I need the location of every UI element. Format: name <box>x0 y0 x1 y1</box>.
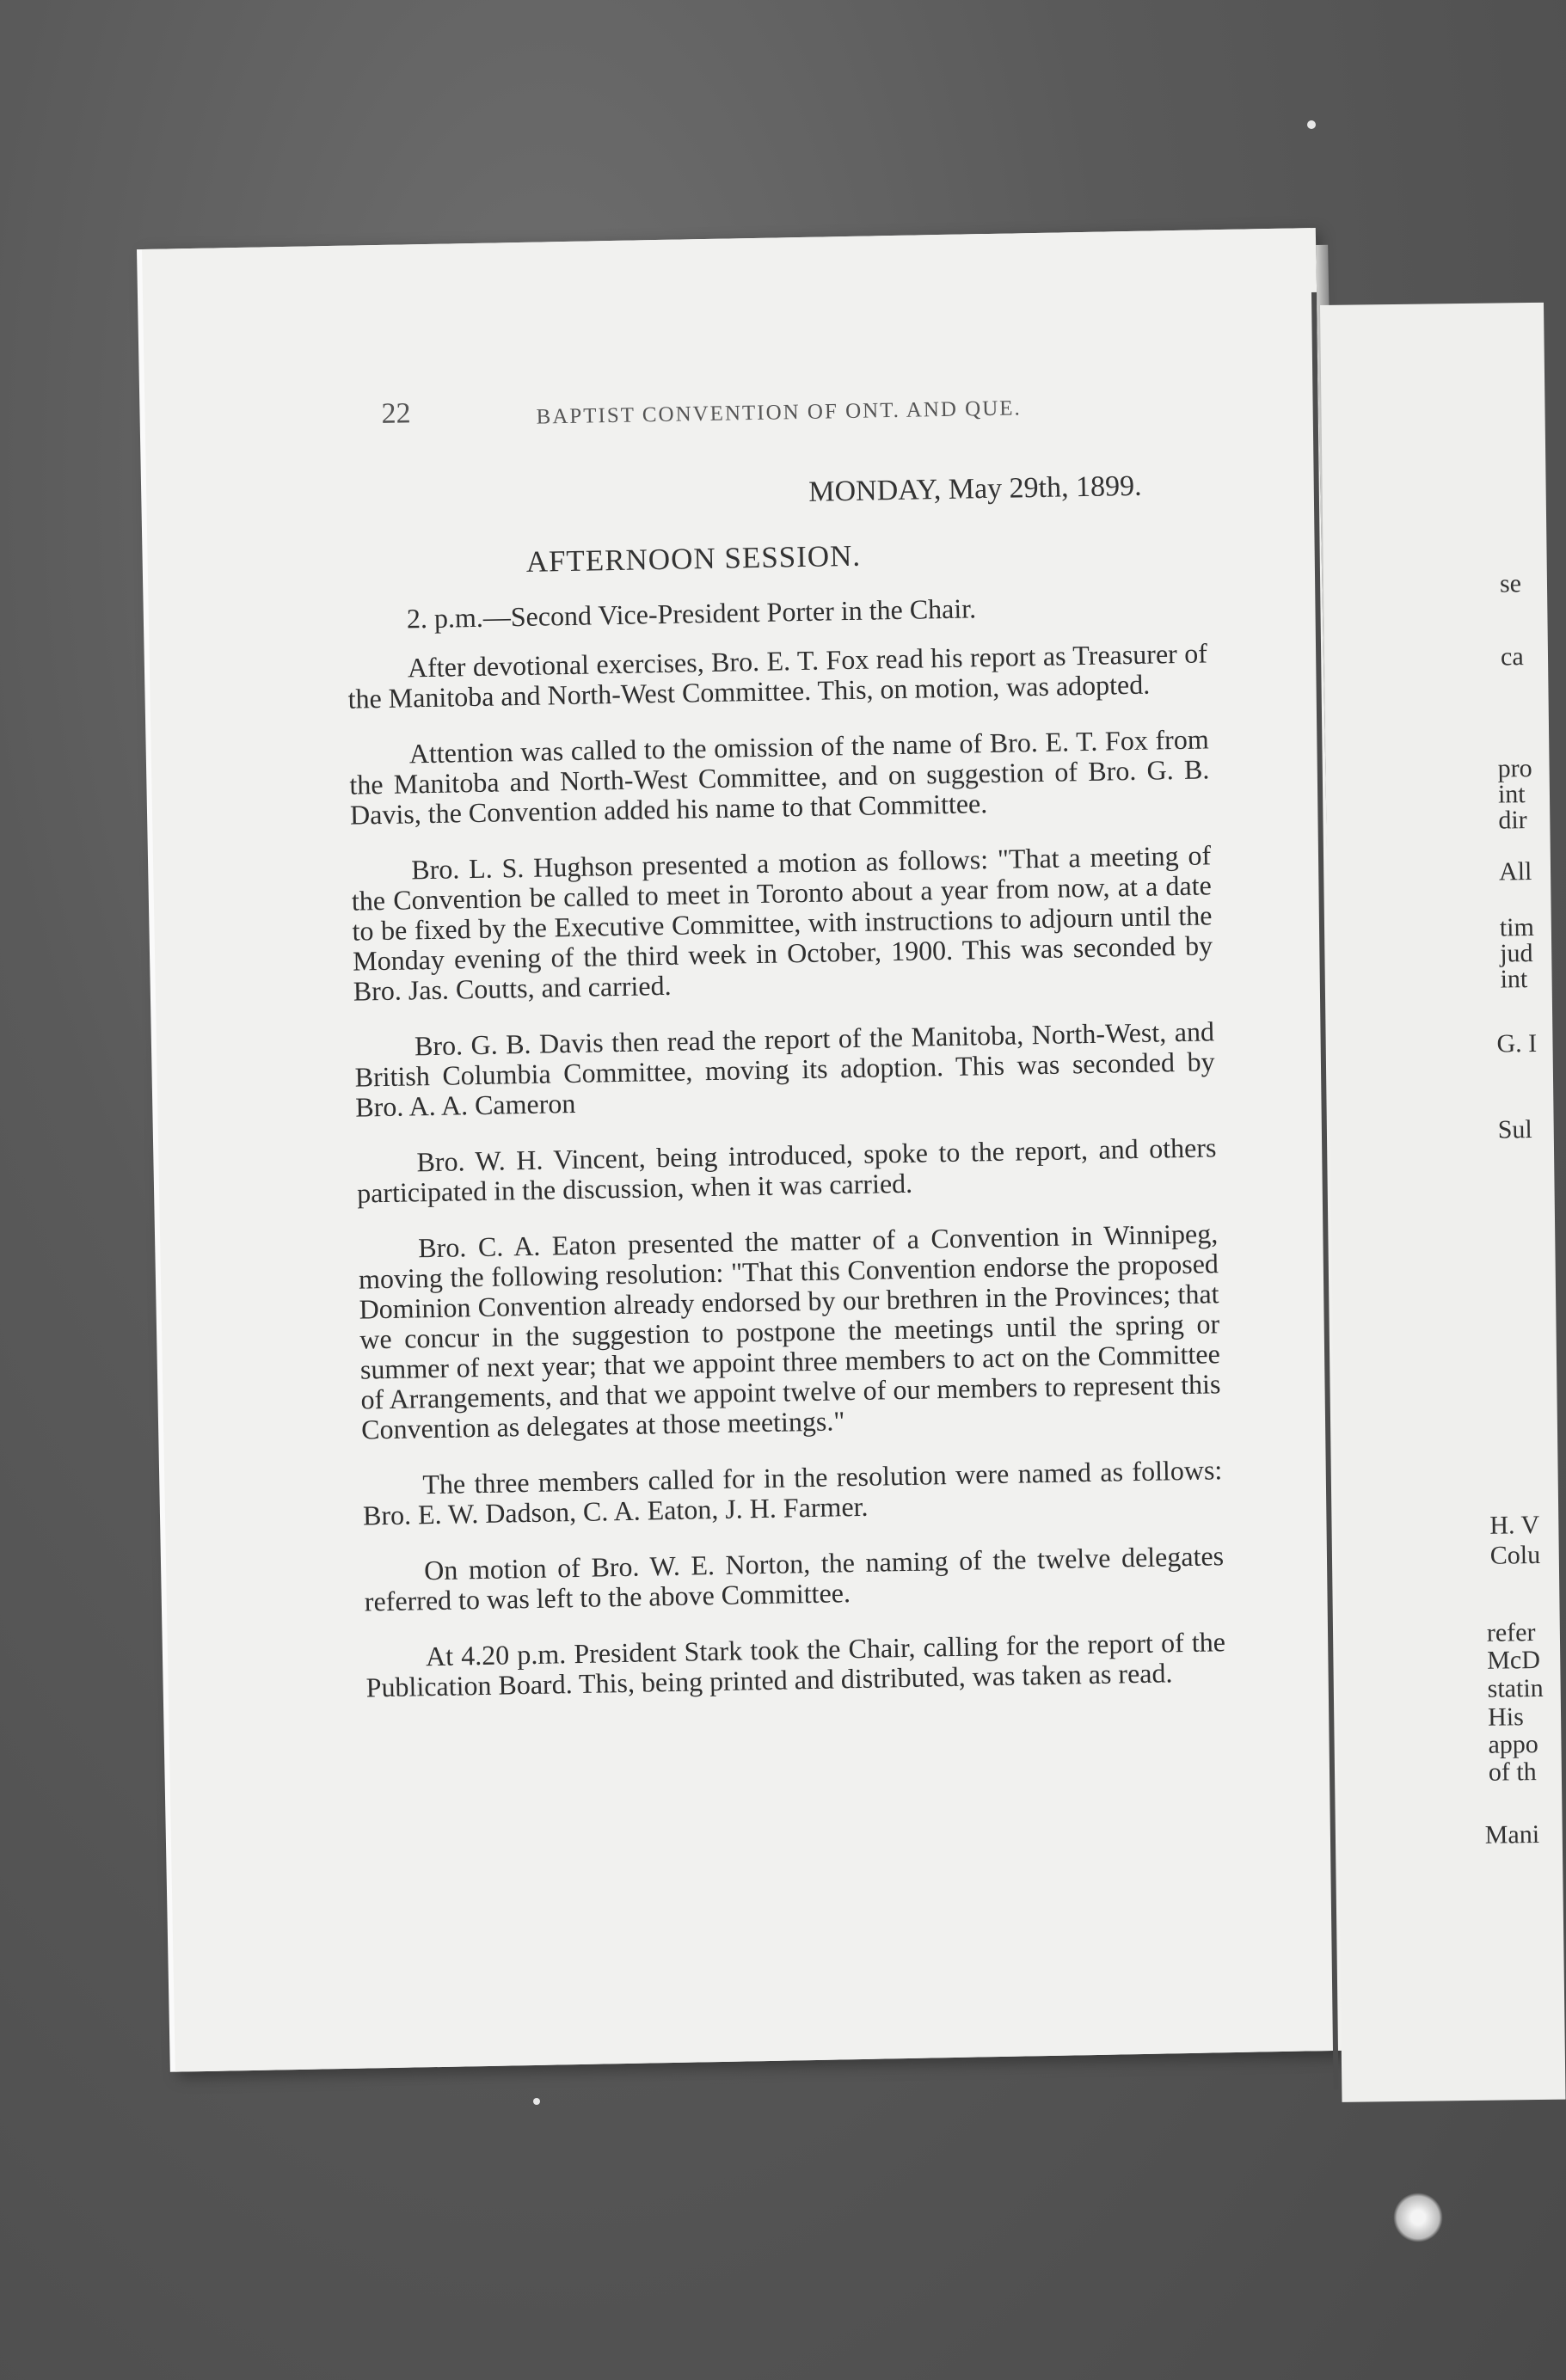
fragment-text: H. V <box>1489 1510 1540 1540</box>
session-date: MONDAY, May 29th, 1899. <box>808 469 1142 508</box>
fragment-text: G. I <box>1496 1028 1538 1058</box>
paragraph: On motion of Bro. W. E. Norton, the naming of the twelve delegates referred to was left to the above Committee. <box>364 1540 1225 1617</box>
fragment-text: jud <box>1500 939 1533 968</box>
fragment-text: se <box>1499 569 1522 598</box>
paragraph: Bro. C. A. Eaton presented the matter of a Convention in Winnipeg, moving the following resolution: "That this Convention endorse the proposed Dominion Convention already endorsed by our brethren in the Provinces; that we concur in the suggestion to postpone the meetings until the spring or summer of next year; that we appoint three members to act on the Committee of Arrangements, and that we appoint twelve of our members to represent this Convention as delegates at those meetings." <box>358 1218 1221 1445</box>
paragraph: Attention was called to the omission of the name of Bro. E. T. Fox from the Manitoba and North-West Committee, and on suggestion of Bro. G. B. Davis, the Convention added his name to that Committee. <box>349 723 1210 831</box>
paragraph: Bro. G. B. Davis then read the report of the Manitoba, North-West, and British Columbia Committee, moving its adoption. This was seconded by Bro. A. A. Cameron <box>354 1015 1215 1123</box>
paragraph: After devotional exercises, Bro. E. T. Fox read his report as Treasurer of the Manitoba and North-West Committee. This, on motion, was adopted. <box>347 637 1208 715</box>
fragment-text: appo <box>1488 1730 1538 1759</box>
fragment-text: Colu <box>1489 1540 1541 1570</box>
fragment-text: Sul <box>1497 1115 1532 1144</box>
fragment-text: His <box>1487 1702 1524 1732</box>
running-head: BAPTIST CONVENTION OF ONT. AND QUE. <box>536 396 1023 429</box>
fragment-text: statin <box>1487 1673 1544 1703</box>
fragment-text: All <box>1498 857 1532 886</box>
paragraph: Bro. W. H. Vincent, being introduced, spoke to the report, and others participated in the discussion, when it was carried. <box>356 1132 1217 1209</box>
left-page <box>142 228 1349 2072</box>
dust-speck <box>1307 120 1316 129</box>
paragraph: Bro. L. S. Hughson presented a motion as follows: "That a meeting of the Convention be called to meet in Toronto about a year from now, at a date to be fixed by the Executive Committee, with instructions to adjourn until the Monday evening of the third week in October, 1900. This was seconded by Bro. Jas. Coutts, and carried. <box>351 839 1213 1007</box>
fragment-text: McD <box>1487 1645 1541 1675</box>
session-title: AFTERNOON SESSION. <box>525 538 862 579</box>
scan-blot <box>1393 2193 1443 2242</box>
fragment-text: ca <box>1500 642 1524 672</box>
fragment-text: of th <box>1488 1757 1537 1787</box>
paragraph: At 4.20 p.m. President Stark took the Chair, calling for the report of the Publication Board. This, being printed and distributed, was taken as read. <box>365 1626 1226 1703</box>
paragraph: The three members called for in the resolution were named as follows: Bro. E. W. Dadson, C. A. Eaton, J. H. Farmer. <box>362 1454 1223 1531</box>
fragment-text: Mani <box>1484 1820 1540 1849</box>
paragraph: 2. p.m.—Second Vice-President Porter in the Chair. <box>406 592 977 635</box>
fragment-text: refer <box>1486 1618 1536 1647</box>
fragment-text: dir <box>1498 806 1527 835</box>
fragment-text: int <box>1500 965 1528 994</box>
page-number: 22 <box>381 397 411 430</box>
fragment-text: tim <box>1499 913 1535 942</box>
dust-speck <box>533 2098 540 2105</box>
right-page-edge <box>1320 303 1566 2102</box>
page-header <box>381 390 1344 430</box>
minutes-body <box>347 589 1227 1728</box>
fragment-text: pro <box>1497 754 1532 783</box>
fragment-text: int <box>1497 780 1526 809</box>
